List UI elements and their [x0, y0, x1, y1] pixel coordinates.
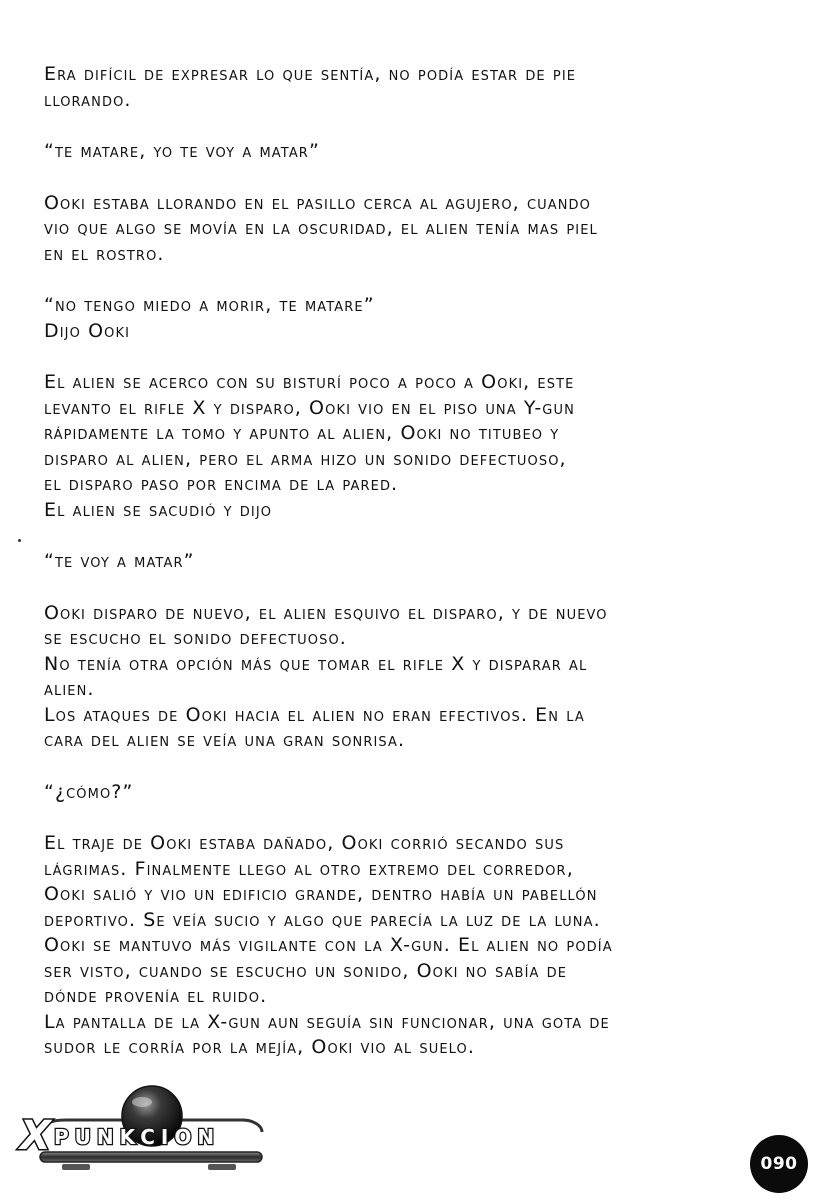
text-line: El alien se sacudió y dijo — [44, 498, 273, 521]
paragraph — [44, 831, 809, 1061]
body-text — [44, 62, 809, 1087]
text-line: alien. — [44, 678, 95, 700]
text-line: cara del alien se veía una gran sonrisa. — [44, 729, 406, 751]
text-line: Ooki se mantuvo más vigilante con la X-gun. El alien no podía — [44, 934, 613, 956]
text-line: “¿cómo?” — [44, 780, 134, 803]
paragraph — [44, 370, 809, 523]
paragraph — [44, 549, 809, 575]
text-line: disparo al alien, pero el arma hizo un sonido defectuoso, — [44, 447, 567, 470]
text-line: lágrimas. Finalmente llego al otro extremo del corredor, — [44, 857, 574, 880]
text-line: “te matare, yo te voy a matar” — [44, 140, 320, 162]
text-line: se escucho el sonido defectuoso. — [44, 627, 347, 649]
xpunkcion-logo — [14, 1080, 284, 1180]
text-line: dónde provenía el ruido. — [44, 985, 268, 1007]
text-line: Ooki estaba llorando en el pasillo cerca al agujero, cuando — [44, 191, 592, 214]
print-speck — [18, 539, 21, 542]
text-line: sudor le corría por la mejía, Ooki vio al suelo. — [44, 1036, 475, 1058]
logo-wordmark: PUNKCION — [54, 1125, 221, 1149]
text-line: Ooki salió y vio un edificio grande, dentro había un pabellón — [44, 883, 598, 905]
text-line: No tenía otra opción más que tomar el rifle X y disparar al — [44, 652, 588, 675]
text-line: La pantalla de la X-gun aun seguía sin funcionar, una gota de — [44, 1010, 610, 1033]
text-line: El traje de Ooki estaba dañado, Ooki corrió secando sus — [44, 832, 565, 854]
paragraph — [44, 293, 809, 344]
text-line: llorando. — [44, 88, 132, 111]
paragraph — [44, 62, 809, 113]
text-line: vio que algo se movía en la oscuridad, el alien tenía mas piel — [44, 217, 598, 239]
text-line: ser visto, cuando se escucho un sonido, Ooki no sabía de — [44, 959, 568, 982]
text-line: levanto el rifle X y disparo, Ooki vio en el piso una Y-gun — [44, 396, 575, 419]
text-line: “te voy a matar” — [44, 550, 195, 572]
text-line: Era difícil de expresar lo que sentía, no podía estar de pie — [44, 63, 577, 85]
text-line: Los ataques de Ooki hacia el alien no eran efectivos. En la — [44, 703, 585, 726]
paragraph — [44, 139, 809, 165]
text-line: el disparo paso por encima de la pared. — [44, 473, 399, 495]
text-line: El alien se acerco con su bisturí poco a poco a Ooki, este — [44, 371, 575, 393]
text-line: Ooki disparo de nuevo, el alien esquivo el disparo, y de nuevo — [44, 601, 608, 624]
text-line: Dijo Ooki — [44, 319, 131, 342]
logo-x-letter: X — [20, 1113, 51, 1159]
paragraph — [44, 191, 809, 268]
text-line: deportivo. Se veía sucio y algo que parecía la luz de la luna. — [44, 908, 601, 931]
page-number-badge: 090 — [750, 1135, 808, 1193]
text-line: “no tengo miedo a morir, te matare” — [44, 294, 375, 316]
paragraph — [44, 601, 809, 754]
text-line: en el rostro. — [44, 242, 165, 265]
paragraph — [44, 780, 809, 806]
text-line: rápidamente la tomo y apunto al alien, Ooki no titubeo y — [44, 422, 560, 444]
